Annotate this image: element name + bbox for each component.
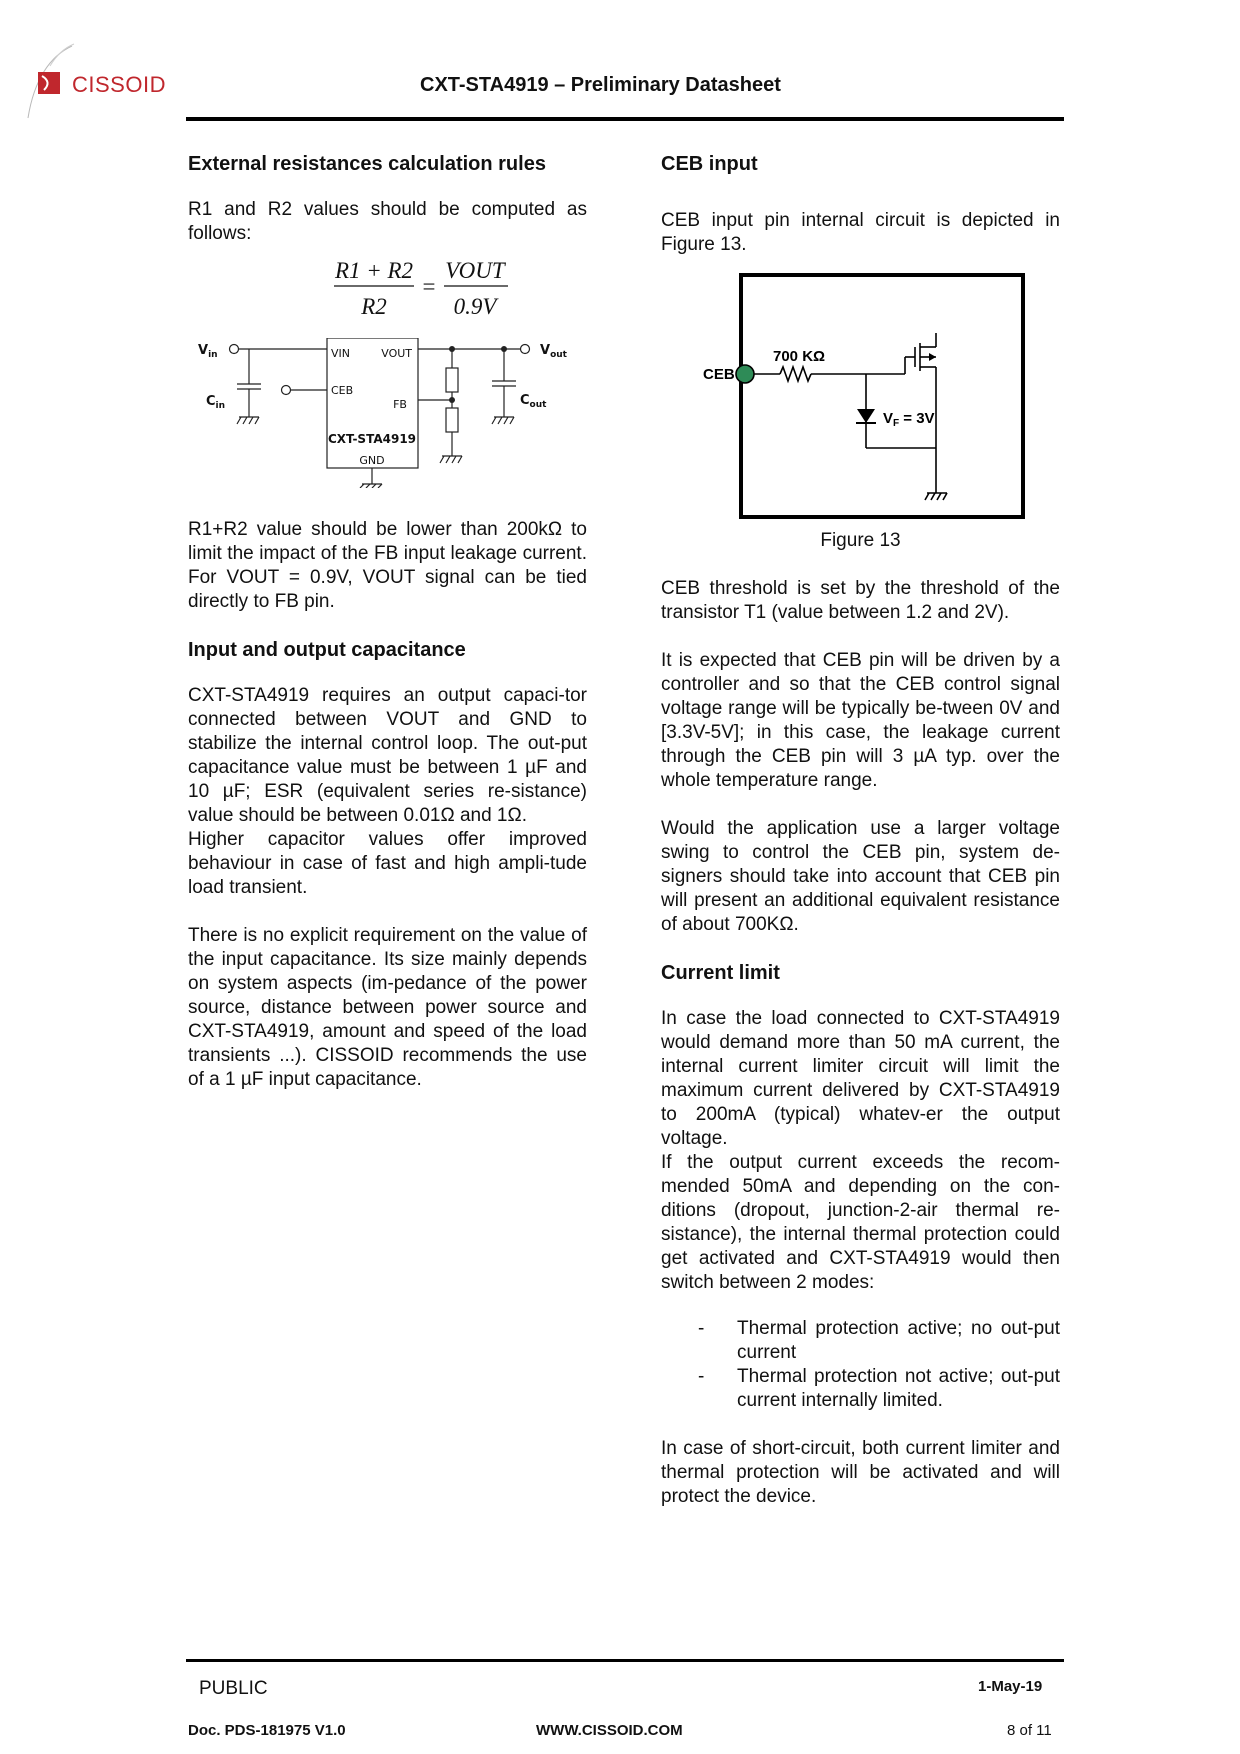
- footer-classification: PUBLIC: [199, 1678, 268, 1699]
- list-item: - Thermal protection active; no out-put current: [737, 1317, 1060, 1365]
- logo-text: CISSOID: [72, 72, 166, 97]
- footer-website: WWW.CISSOID.COM: [536, 1722, 683, 1739]
- footer-rule: [186, 1659, 1064, 1662]
- pin-gnd-label: GND: [359, 454, 385, 467]
- paragraph-ceb-circuit: CEB input pin internal circuit is depicted in Figure 13.: [661, 210, 1060, 255]
- paragraph-ceb-driven: It is expected that CEB pin will be driven by a controller and so that the CEB control signal voltage range will be typically be-tween 0V and [3.3V-5V]; in this case, the leakage current through the CEB pin will 3 µA typ. over the whole temperature range.: [661, 650, 1060, 791]
- equation-lhs-denominator: R2: [361, 294, 387, 319]
- document-title: CXT-STA4919 – Preliminary Datasheet: [420, 74, 781, 96]
- left-column: [188, 152, 587, 1092]
- paragraph-r1-r2-limit: R1+R2 value should be lower than 200kΩ to limit the impact of the FB input leakage current. For VOUT = 0.9V, VOUT signal can be tied directly to FB pin.: [188, 519, 587, 612]
- figure-13-caption: Figure 13: [820, 530, 901, 551]
- paragraph-r1-r2: R1 and R2 values should be computed as follows:: [188, 199, 587, 244]
- equation-rhs-denominator: 0.9V: [453, 294, 497, 319]
- diode-vf-label: $V_F = 3V$: [883, 410, 935, 429]
- cin-label: $C_{in}$: [206, 394, 226, 411]
- equation-lhs-numerator: R1 + R2: [334, 258, 414, 283]
- heading-ceb-input: CEB input: [661, 153, 758, 175]
- equation-equals: =: [422, 274, 436, 299]
- paragraph-current-limiter: In case the load connected to CXT-STA4919 would demand more than 50 mA current, the internal current limiter circuit will limit the maximum current delivered by CXT-STA4919 to 200mA (typical) whatev-er the output voltage.: [661, 1008, 1060, 1149]
- application-schematic: [188, 338, 587, 488]
- ceb-internal-circuit: [661, 273, 1060, 523]
- equation-rhs-numerator: VOUT: [445, 258, 505, 283]
- paragraph-short-circuit: In case of short-circuit, both current limiter and thermal protection will be activated and will protect the device.: [661, 1438, 1060, 1507]
- right-column: [661, 152, 1060, 1509]
- vin-label: $V_{in}$: [198, 343, 218, 360]
- thermal-modes-list: [661, 1317, 1060, 1413]
- ceb-pin-label: CEB: [703, 366, 735, 383]
- pin-fb-label: FB: [393, 398, 407, 411]
- pin-vin-label: VIN: [331, 347, 350, 360]
- cout-label: $C_{out}$: [520, 393, 547, 410]
- paragraph-ceb-voltage-swing: Would the application use a larger voltage swing to control the CEB pin, system de-signers should take into account that CEB pin will present an additional equivalent resistance of about 700KΩ.: [661, 818, 1060, 935]
- paragraph-ceb-threshold: CEB threshold is set by the threshold of the transistor T1 (value between 1.2 and 2V).: [661, 578, 1060, 623]
- pin-ceb-label: CEB: [331, 384, 354, 397]
- vout-label: $V_{out}$: [540, 343, 567, 360]
- heading-input-output-capacitance: Input and output capacitance: [188, 639, 466, 661]
- pin-vout-label: VOUT: [381, 347, 412, 360]
- list-item: - Thermal protection not active; out-put current internally limited.: [737, 1365, 1060, 1413]
- footer-page-number: 8 of 11: [1007, 1722, 1052, 1739]
- heading-current-limit: Current limit: [661, 962, 780, 984]
- paragraph-input-capacitance: There is no explicit requirement on the value of the input capacitance. Its size mainly depends on system aspects (im-pedance of the power source, distance between power source and CXT-STA4919, amount and speed of the load transients ...). CISSOID recommends the use of a 1 µF input capacitance.: [188, 925, 587, 1090]
- paragraph-higher-capacitor: Higher capacitor values offer improved behaviour in case of fast and high ampli-tude load transient.: [188, 829, 587, 898]
- paragraph-output-capacitor: CXT-STA4919 requires an output capaci-tor connected between VOUT and GND to stabilize the internal control loop. The out-put capacitance value must be between 1 µF and 10 µF; ESR (equivalent series re-sistance) value should be between 0.01Ω and 1Ω.: [188, 685, 587, 826]
- resistance-equation: [188, 256, 587, 322]
- resistor-700k-label: 700 KΩ: [773, 348, 826, 365]
- paragraph-thermal-protection: If the output current exceeds the recom-mended 50mA and depending on the con-ditions (dropout, junction-2-air thermal re-sistance), the internal thermal protection could get activated and CXT-STA4919 would then switch between 2 modes:: [661, 1152, 1060, 1293]
- footer-date: 1-May-19: [978, 1678, 1043, 1695]
- footer-doc-id: Doc. PDS-181975 V1.0: [188, 1722, 346, 1739]
- header-rule: [186, 117, 1064, 121]
- chip-name-label: CXT-STA4919: [327, 432, 417, 446]
- heading-external-resistances: External resistances calculation rules: [188, 153, 546, 175]
